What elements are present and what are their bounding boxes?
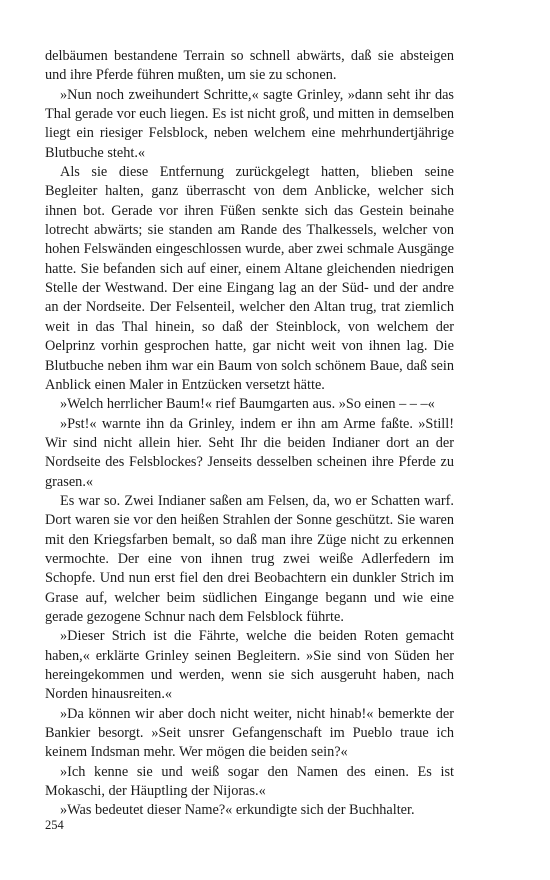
paragraph-9: »Ich kenne sie und weiß sogar den Namen des einen. Es ist Mokaschi, der Häuptling der Nijoras.« — [45, 763, 454, 800]
book-page-text — [45, 47, 454, 821]
paragraph-5: »Pst!« warnte ihn da Grinley, indem er ihn am Arme faßte. »Still! Wir sind nicht allein hier. Seht Ihr die beiden Indianer dort an der Nordseite des Felsblockes? Jenseits desselben scheinen ihre Pferde zu grasen.« — [45, 415, 454, 490]
paragraph-8: »Da können wir aber doch nicht weiter, nicht hinab!« bemerkte der Bankier besorgt. »Seit unsrer Gefangenschaft im Pueblo traue ich keinem Indsman mehr. Wer mögen die beiden sein?« — [45, 705, 454, 761]
page-number: 254 — [45, 818, 64, 832]
paragraph-7: »Dieser Strich ist die Fährte, welche die beiden Roten gemacht haben,« erklärte Grinley seinen Begleitern. »Sie sind von Süden her hereingekommen und werden, wenn sie sich ausgeruht haben, nach Norden hinausreiten.« — [45, 628, 454, 703]
paragraph-4: »Welch herrlicher Baum!« rief Baumgarten aus. »So einen – – –« — [60, 396, 435, 413]
paragraph-2: »Nun noch zweihundert Schritte,« sagte Grinley, »dann seht ihr das Thal gerade vor euch liegen. Es ist nicht groß, und mitten in demselben liegt ein riesiger Felsblock, neben welchem eine mehrhundertjährige Blutbuche steht.« — [45, 86, 454, 161]
paragraph-10: »Was bedeutet dieser Name?« erkundigte sich der Buchhalter. — [60, 802, 415, 819]
paragraph-1: delbäumen bestandene Terrain so schnell abwärts, daß sie absteigen und ihre Pferde führen mußten, um sie zu schonen. — [45, 48, 454, 84]
paragraph-6: Es war so. Zwei Indianer saßen am Felsen, da, wo er Schatten warf. Dort waren sie vor den heißen Strahlen der Sonne geschützt. Sie waren mit den Kriegsfarben bemalt, so daß man ihre Züge nicht zu erkennen vermochte. Der eine von ihnen trug zwei weiße Adlerfedern im Schopfe. Und nun erst fiel den drei Beobachtern ein dunkler Strich im Grase auf, welcher beim südlichen Eingange begann und wie eine gerade gezogene Schnur nach dem Felsblock führte. — [45, 492, 454, 625]
paragraph-3: Als sie diese Entfernung zurückgelegt hatten, blieben seine Begleiter halten, ganz überrascht von dem Anblicke, welcher sich ihnen bot. Gerade vor ihren Füßen senkte sich das Gestein beinahe lotrecht abwärts; sie standen am Rande des Thalkessels, welcher von hohen Felswänden eingeschlossen wurde, aber zwei schmale Ausgänge hatte. Sie befanden sich auf einer, einem Altane gleichenden niedrigen Stelle der Westwand. Der eine Eingang lag an der Süd- und der andre an der Nordseite. Der Felsenteil, welcher den Altan trug, trat ziemlich weit in das Thal hinein, so daß der Steinblock, von welchem der Oelprinz vorhin gesprochen hatte, gar nicht weit von ihnen lag. Die Blutbuche neben ihm war ein Baum von solch schönem Baue, daß sein Anblick einen Maler in Entzücken versetzt hätte. — [45, 164, 454, 393]
